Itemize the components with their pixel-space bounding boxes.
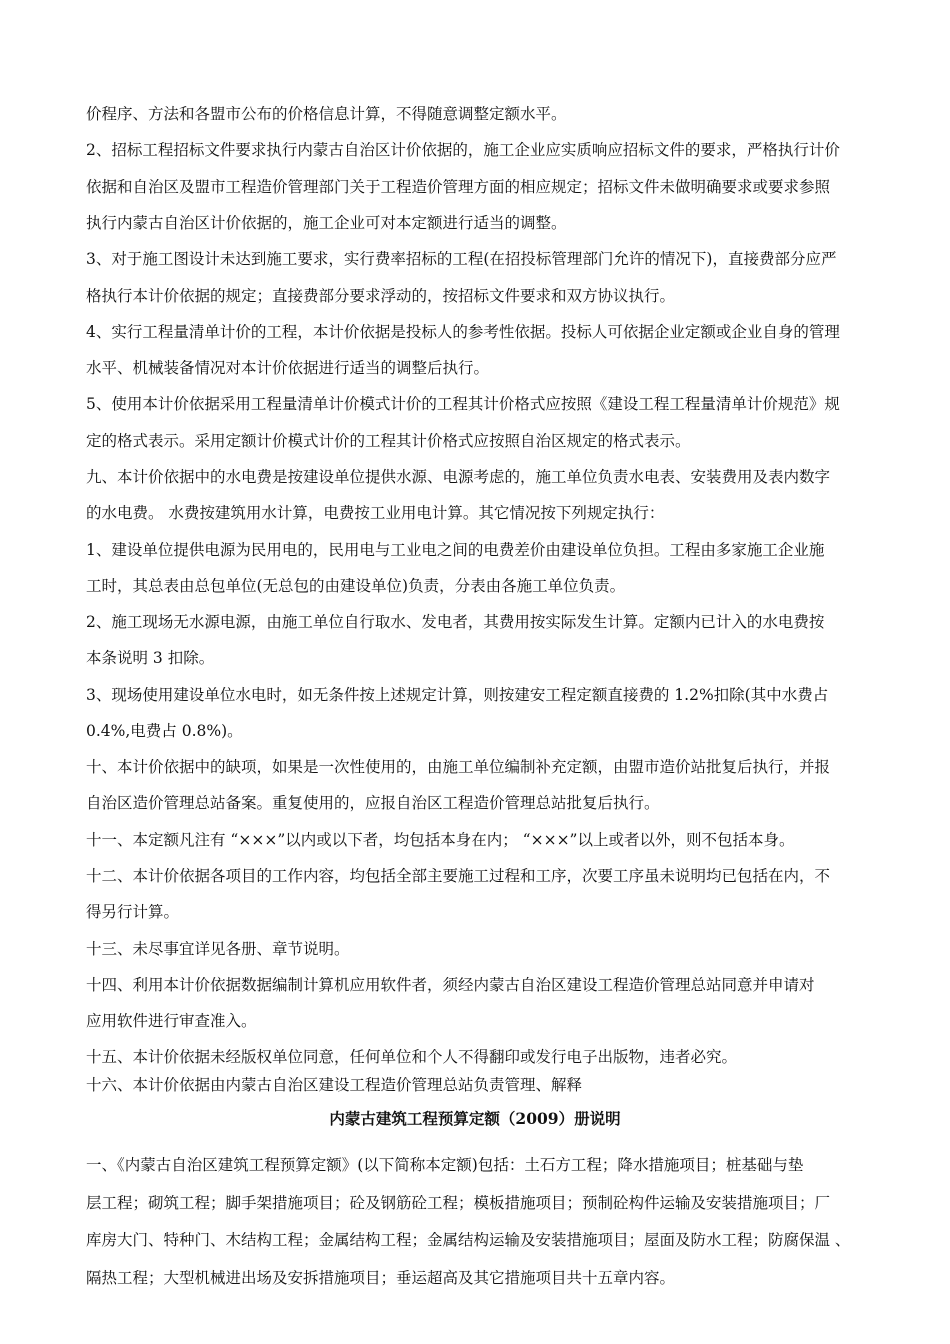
text-line: 工时，其总表由总包单位(无总包的由建设单位)负责，分表由各施工单位负责。: [86, 577, 626, 595]
text-line: 库房大门、特种门、木结构工程；金属结构工程；金属结构运输及安装措施项目；屋面及防水工程；防腐保温 、: [86, 1231, 851, 1249]
text-line: 1、建设单位提供电源为民用电的，民用电与工业电之间的电费差价由建设单位负担。工程由多家施工企业施: [86, 541, 825, 559]
text-line: 水平、机械装备情况对本计价依据进行适当的调整后执行。: [86, 359, 490, 377]
text-line: 依据和自治区及盟市工程造价管理部门关于工程造价管理方面的相应规定；招标文件未做明确要求或要求参照: [86, 178, 831, 196]
text-line: 执行内蒙古自治区计价依据的，施工企业可对本定额进行适当的调整。: [86, 214, 567, 232]
text-line: 十四、利用本计价依据数据编制计算机应用软件者，须经内蒙古自治区建设工程造价管理总站同意并申请对: [86, 976, 815, 994]
text-line: 九、本计价依据中的水电费是按建设单位提供水源、电源考虑的，施工单位负责水电表、安装费用及表内数字: [86, 468, 831, 486]
text-line: 应用软件进行审查准入。: [86, 1012, 257, 1030]
text-line: 的水电费。 水费按建筑用水计算，电费按工业用电计算。其它情况按下列规定执行：: [86, 504, 665, 522]
text-line: 自治区造价管理总站备案。重复使用的，应报自治区工程造价管理总站批复后执行。: [86, 794, 660, 812]
text-line: 得另行计算。: [86, 903, 180, 921]
text-line: 3、对于施工图设计未达到施工要求，实行费率招标的工程(在招投标管理部门允许的情况下)，直接费部分应严: [86, 250, 837, 268]
text-line: 定的格式表示。采用定额计价模式计价的工程其计价格式应按照自治区规定的格式表示。: [86, 432, 691, 450]
text-line: 十二、本计价依据各项目的工作内容，均包括全部主要施工过程和工序，次要工序虽未说明均已包括在内，不: [86, 867, 831, 885]
text-line: 4、实行工程量清单计价的工程，本计价依据是投标人的参考性依据。投标人可依据企业定额或企业自身的管理: [86, 323, 840, 341]
text-line: 十五、本计价依据未经版权单位同意，任何单位和个人不得翻印或发行电子出版物，违者必究。: [86, 1048, 738, 1066]
text-line: 0.4%,电费占 0.8%)。: [86, 722, 243, 740]
text-line: 十一、本定额凡注有 “×××”以内或以下者，均包括本身在内； “×××”以上或者以外，则不包括本身。: [86, 831, 795, 849]
section-heading: 内蒙古建筑工程预算定额（2009）册说明: [329, 1109, 621, 1128]
text-line: 2、施工现场无水源电源，由施工单位自行取水、发电者，其费用按实际发生计算。定额内已计入的水电费按: [86, 613, 825, 631]
text-line: 层工程；砌筑工程；脚手架措施项目；砼及钢筋砼工程；模板措施项目；预制砼构件运输及安装措施项目；厂: [86, 1194, 831, 1212]
text-line: 十六、本计价依据由内蒙古自治区建设工程造价管理总站负责管理、解释: [86, 1076, 583, 1094]
text-line: 本条说明 3 扣除。: [86, 649, 215, 667]
text-line: 一、《内蒙古自治区建筑工程预算定额》(以下简称本定额)包括：土石方工程；降水措施项目；桩基础与垫: [86, 1156, 804, 1174]
text-line: 十、本计价依据中的缺项，如果是一次性使用的，由施工单位编制补充定额，由盟市造价站批复后执行，并报: [86, 758, 831, 776]
text-line: 2、招标工程招标文件要求执行内蒙古自治区计价依据的，施工企业应实质响应招标文件的要求，严格执行计价: [86, 141, 840, 159]
text-line: 十三、未尽事宜详见各册、章节说明。: [86, 940, 350, 958]
text-line: 价程序、方法和各盟市公布的价格信息计算，不得随意调整定额水平。: [86, 105, 567, 123]
text-line: 3、现场使用建设单位水电时，如无条件按上述规定计算，则按建安工程定额直接费的 1.2%扣除(其中水费占: [86, 686, 829, 704]
text-line: 格执行本计价依据的规定；直接费部分要求浮动的，按招标文件要求和双方协议执行。: [86, 287, 676, 305]
text-line: 隔热工程；大型机械进出场及安拆措施项目；垂运超高及其它措施项目共十五章内容。: [86, 1269, 676, 1287]
text-line: 5、使用本计价依据采用工程量清单计价模式计价的工程其计价格式应按照《建设工程工程量清单计价规范》规: [86, 395, 840, 413]
